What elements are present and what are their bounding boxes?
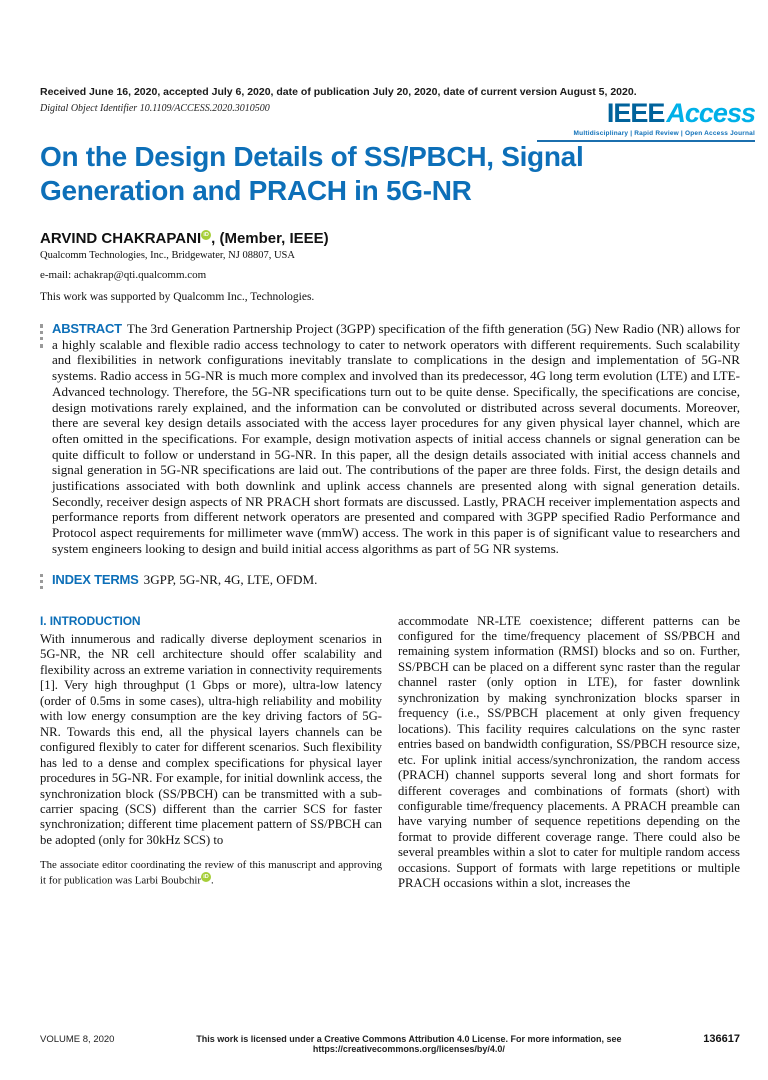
logo-tagline: Multidisciplinary | Rapid Review | Open Access Journal xyxy=(573,130,755,137)
two-column-body xyxy=(40,614,740,892)
funding-note: This work was supported by Qualcomm Inc., Technologies. xyxy=(40,291,315,303)
ieee-access-wordmark xyxy=(537,98,755,129)
author-affiliation: Qualcomm Technologies, Inc., Bridgewater, NJ 08807, USA xyxy=(40,250,295,261)
author-email-line: e-mail: achakrap@qti.qualcomm.com xyxy=(40,269,207,281)
orcid-icon: iD xyxy=(201,230,211,240)
right-column xyxy=(398,614,740,892)
abstract-text: The 3rd Generation Partnership Project (3GPP) specification of the fifth generation (5G) New Radio (NR) allows for a highly scalable and flexible radio access technology to cater to network operators with different requirements. Such scalability and flexibilities in network configurations inevitably translate to complications in the design and implementation of 5G-NR systems. Radio access in 5G-NR is much more complex and involved than its predecessor, 4G long term evolution (LTE) and LTE-Advanced technology. Therefore, the 5G-NR specifications turn out to be quite dense. Specifically, the specifications are concise, design motivations rarely explained, and the information can be convoluted or distributed across several documents. Moreover, there are several key design details associated with the access layer procedures for any given physical layer channel, which are often omitted in the specifications. For example, design motivation aspects of initial access channels or signal generation can be quite difficult to follow or understand in 5G-NR. In this paper, all the design details associated with initial access channels and signal generation in 5G-NR specifications are laid out. The contributions of the paper are three folds. First, the design details and justifications associated with both downlink and uplink access channels are presented along with signal generation details. Secondly, receiver design aspects of NR PRACH short formats are discussed. Lastly, PRACH receiver implementation aspects and performance reports from different network operators are presented and compared with 3GPP specified Radio Performance and Protocol aspect requirements for millimeter wave (mmW) access. The work in this paper is of significant value to researchers and system engineers looking to design and build initial access algorithms as part of 5G NR systems. xyxy=(52,321,740,556)
license-note: This work is licensed under a Creative Commons Attribution 4.0 License. For more information, see https://creativecommons.org/licenses/by/4.0/ xyxy=(196,1034,622,1054)
left-column xyxy=(40,614,382,892)
section-heading-introduction: I. INTRODUCTION xyxy=(40,613,141,628)
abstract-label: ABSTRACT xyxy=(52,321,122,336)
abstract-section xyxy=(40,321,740,557)
associate-editor-footnote xyxy=(40,858,382,888)
footnote-text: The associate editor coordinating the review of this manuscript and approving it for publication was Larbi Boubchir xyxy=(40,859,382,887)
author-line xyxy=(40,230,740,247)
access-wordmark: Access xyxy=(666,98,755,128)
introduction-text-left: With innumerous and radically diverse deployment scenarios in 5G-NR, the NR cell architecture should offer scalability and flexibility across an extreme variation in connectivity requirements [1]. Very high throughput (1 Gbps or more), ultra-low latency (order of 0.5ms in some cases), ultra-high reliability and mobility with low energy consumption are the key driving factors of 5G-NR. Towards this end, all the physical layers channels can be configured flexibly to cater for different scenarios. Such flexibility has led to a dense and complex specifications for physical layer procedures in 5G-NR. For example, for initial downlink access, the synchronization block (SS/PBCH) can be transmitted with a sub-carrier spacing (SCS) different than the carrier SCS for faster synchronization; different time placement pattern of SS/PBCH can be adopted (only for 30kHz SCS) to xyxy=(40,632,382,847)
dotted-marker xyxy=(40,574,43,589)
orcid-icon: iD xyxy=(201,872,211,882)
doi-line: Digital Object Identifier 10.1109/ACCESS.2020.3010500 xyxy=(40,103,270,114)
paper-page xyxy=(0,86,768,1080)
page-footer xyxy=(40,1033,740,1054)
introduction-text-right: accommodate NR-LTE coexistence; different patterns can be configured for the time/frequency placement of SS/PBCH and remaining system information (RMSI) blocks and so on. Further, SS/PBCH can be placed on a different sync raster than the regular channel raster (only option in LTE), for faster downlink synchronization by making synchronization blocks sparser in frequency (i.e., SS/PBCH placement at only given frequency locations). This facility requires calculations on the sync raster entries based on bandwidth configuration, SS/PBCH resource size, etc. For uplink initial access/synchronization, the random access (PRACH) channel supports several long and short formats for different coverages and combinations of formats (short) with configurable time/frequency placements. A PRACH preamble can have varying number of sequence repetitions depending on the format to provide different coverage range. There could also be several preambles within a slot to cater for multiple random access occasions. Support of formats with large repetitions or multiple PRACH occasions within a slot, increases the xyxy=(398,613,740,891)
index-terms-label: INDEX TERMS xyxy=(52,571,139,587)
author-membership: , (Member, IEEE) xyxy=(211,230,329,247)
received-dates-line: Received June 16, 2020, accepted July 6, 2020, date of publication July 20, 2020, date of current version August 5, 2020. xyxy=(40,86,637,98)
author-name: ARVIND CHAKRAPANI xyxy=(40,230,202,247)
ieee-access-logo xyxy=(537,98,755,142)
logo-divider xyxy=(537,140,755,142)
index-terms-section xyxy=(40,572,740,588)
dotted-marker xyxy=(40,324,43,348)
page-number: 136617 xyxy=(703,1033,740,1045)
paper-title: On the Design Details of SS/PBCH, Signal Generation and PRACH in 5G-NR xyxy=(40,141,584,206)
index-terms-text: 3GPP, 5G-NR, 4G, LTE, OFDM. xyxy=(143,571,318,587)
volume-label: VOLUME 8, 2020 xyxy=(40,1034,115,1045)
footnote-period: . xyxy=(211,874,214,887)
ieee-wordmark: IEEE xyxy=(606,98,665,128)
